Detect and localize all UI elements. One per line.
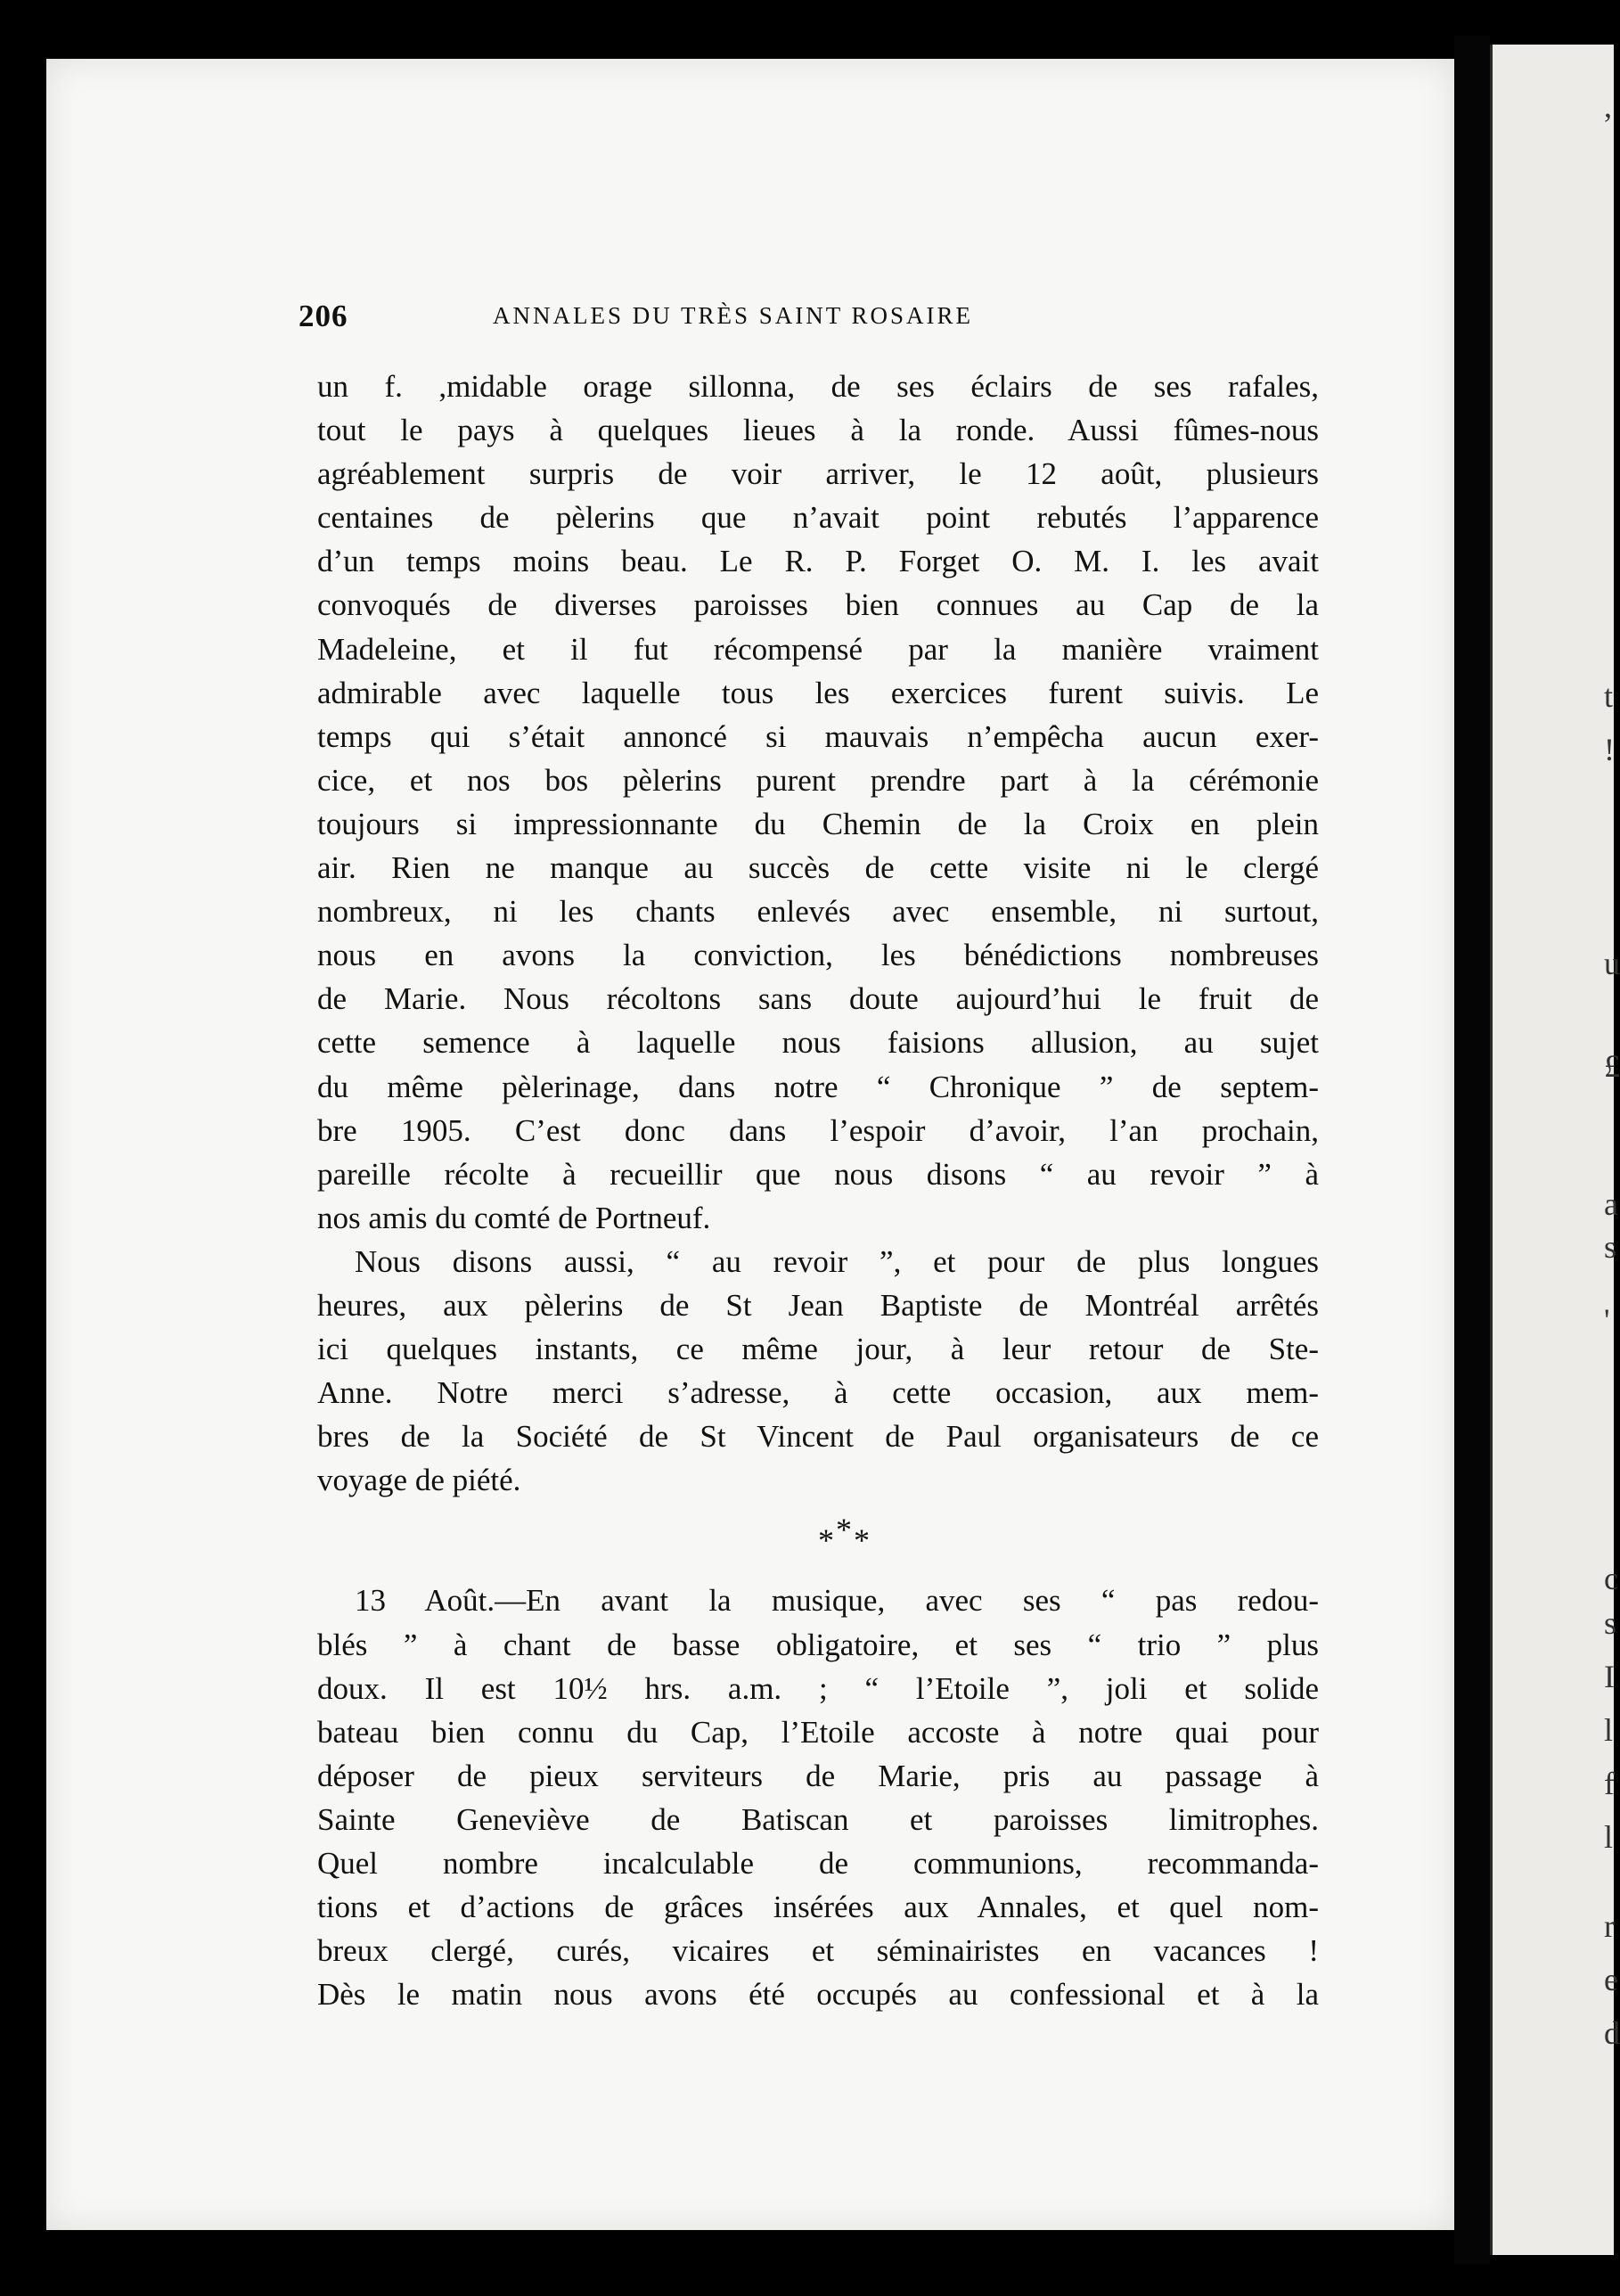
fragment: l xyxy=(1604,1712,1614,1748)
text-line: un f. ,midable orage sillonna, de ses éclairs de ses rafales, xyxy=(317,369,1319,404)
text-line: nos amis du comté de Portneuf. xyxy=(317,1200,711,1235)
text-line: bre 1905. C’est donc dans l’espoir d’avoir, l’an prochain, xyxy=(317,1112,1319,1148)
text-line: admirable avec laquelle tous les exercices furent suivis. Le xyxy=(317,675,1319,710)
fragment: r xyxy=(1604,1908,1615,1944)
paragraph xyxy=(317,365,1319,1240)
page-header xyxy=(299,299,1341,341)
asterism-star: * xyxy=(854,1522,871,1559)
fragment: , xyxy=(1604,88,1612,124)
text-line: nous en avons la conviction, les bénédictions nombreuses xyxy=(317,938,1319,973)
text-line: d’un temps moins beau. Le R. P. Forget O. M. I. les avait xyxy=(317,544,1319,579)
text-line: déposer de pieux serviteurs de Marie, pris au passage à xyxy=(317,1758,1319,1793)
running-title: ANNALES DU TRÈS SAINT ROSAIRE xyxy=(493,302,974,329)
text-line: centaines de pèlerins que n’avait point rebutés l’apparence xyxy=(317,500,1319,536)
text-line: nombreux, ni les chants enlevés avec ensemble, ni surtout, xyxy=(317,894,1319,930)
fragment: s xyxy=(1604,1229,1617,1265)
page-number: 206 xyxy=(299,299,348,333)
asterism-star: * xyxy=(818,1522,836,1559)
text-line: bres de la Société de St Vincent de Paul organisateurs de ce xyxy=(317,1419,1319,1455)
fragment: ' xyxy=(1604,1302,1610,1338)
fragment: ! xyxy=(1604,732,1615,767)
adjacent-page-edge xyxy=(1490,45,1620,2255)
fragment: u xyxy=(1604,946,1620,981)
text-line: Nous disons aussi, “ au revoir ”, et pour de plus longues xyxy=(355,1243,1319,1279)
fragment: d xyxy=(1604,2015,1620,2051)
text-line: 13 Août.—En avant la musique, avec ses “ pas redou- xyxy=(355,1583,1319,1619)
text-line: temps qui s’était annoncé si mauvais n’empêcha aucun exer- xyxy=(317,718,1319,754)
text-line: Madeleine, et il fut récompensé par la manière vraiment xyxy=(317,631,1319,667)
asterism-star: * xyxy=(836,1512,854,1548)
fragment: £ xyxy=(1604,1048,1620,1084)
text-line: Anne. Notre merci s’adresse, à cette occasion, aux mem- xyxy=(317,1375,1319,1411)
text-line: du même pèlerinage, dans notre “ Chronique ” de septem- xyxy=(317,1069,1319,1104)
paragraph xyxy=(317,1240,1319,1503)
text-line: heures, aux pèlerins de St Jean Baptiste de Montréal arrêtés xyxy=(317,1287,1319,1323)
text-line: Quel nombre incalculable de communions, recommanda- xyxy=(317,1846,1319,1881)
text-line: toujours si impressionnante du Chemin de la Croix en plein xyxy=(317,806,1319,841)
text-line: tout le pays à quelques lieues à la ronde. Aussi fûmes-nous xyxy=(317,413,1319,448)
fragment: e xyxy=(1604,1962,1618,1997)
text-line: ici quelques instants, ce même jour, à leur retour de Ste- xyxy=(317,1332,1319,1367)
page-body xyxy=(317,365,1319,2016)
asterism-separator xyxy=(317,1502,1319,1578)
text-line: cice, et nos bos pèlerins purent prendre part à la cérémonie xyxy=(317,762,1319,798)
text-line: Sainte Geneviève de Batiscan et paroisses limitrophes. xyxy=(317,1801,1319,1837)
text-line: de Marie. Nous récoltons sans doute aujourd’hui le fruit de xyxy=(317,981,1319,1017)
text-line: blés ” à chant de basse obligatoire, et ses “ trio ” plus xyxy=(317,1627,1319,1662)
text-line: air. Rien ne manque au succès de cette visite ni le clergé xyxy=(317,850,1319,886)
fragment: I xyxy=(1604,1659,1615,1694)
fragment: f xyxy=(1604,1766,1615,1801)
text-line: tions et d’actions de grâces insérées aux Annales, et quel nom- xyxy=(317,1890,1319,1925)
book-gutter xyxy=(1454,36,1490,2264)
fragment: c xyxy=(1604,1561,1618,1596)
text-line: voyage de piété. xyxy=(317,1463,521,1498)
text-line: Dès le matin nous avons été occupés au confessional et à la xyxy=(317,1977,1319,2013)
fragment: a xyxy=(1604,1186,1618,1222)
fragment: s xyxy=(1604,1605,1617,1641)
text-line: agréablement surpris de voir arriver, le 12 août, plusieurs xyxy=(317,456,1319,492)
paragraph xyxy=(317,1578,1319,2016)
text-line: convoqués de diverses paroisses bien connues au Cap de la xyxy=(317,587,1319,623)
fragment: t xyxy=(1604,678,1614,714)
text-line: breux clergé, curés, vicaires et séminairistes en vacances ! xyxy=(317,1933,1319,1969)
fragment: l xyxy=(1604,1819,1614,1855)
text-line: bateau bien connu du Cap, l’Etoile accoste à notre quai pour xyxy=(317,1714,1319,1750)
text-line: cette semence à laquelle nous faisions allusion, au sujet xyxy=(317,1025,1319,1061)
text-line: doux. Il est 10½ hrs. a.m. ; “ l’Etoile ”, joli et solide xyxy=(317,1670,1319,1706)
text-line: pareille récolte à recueillir que nous disons “ au revoir ” à xyxy=(317,1156,1319,1192)
